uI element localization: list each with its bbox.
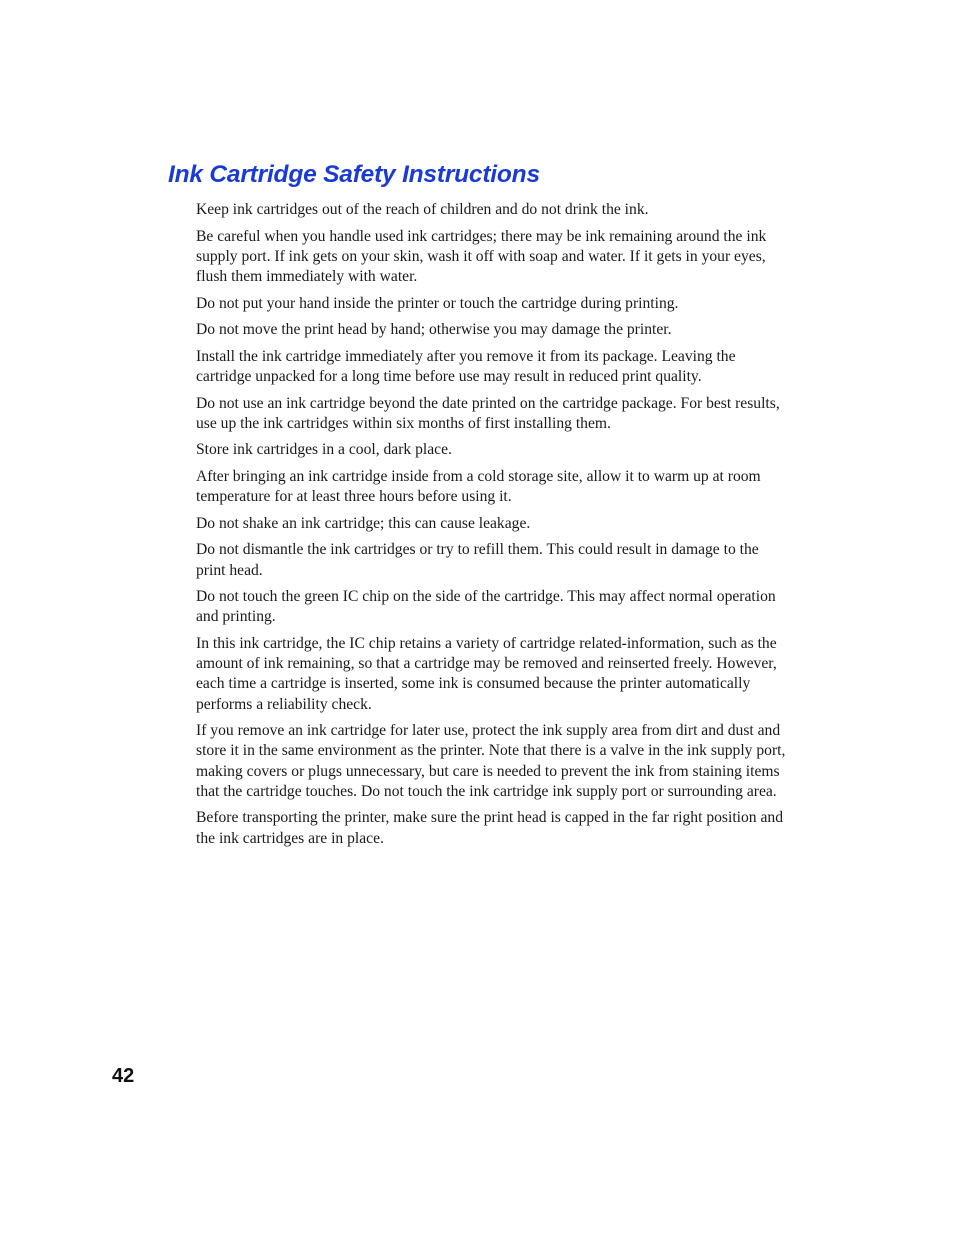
instruction-paragraph: Do not move the print head by hand; otherwise you may damage the printer. (196, 321, 672, 339)
safety-instructions-list (196, 200, 788, 855)
instruction-paragraph: Do not touch the green IC chip on the side of the cartridge. This may affect normal operation and printing. (196, 588, 776, 626)
instruction-paragraph: In this ink cartridge, the IC chip retains a variety of cartridge related-information, such as the amount of ink remaining, so that a cartridge may be removed and reinserted freely. However, each time a cartridge is inserted, some ink is consumed because the printer automatically performs a reliability check. (196, 634, 777, 713)
instruction-paragraph: Do not use an ink cartridge beyond the date printed on the cartridge package. For best results, use up the ink cartridges within six months of first installing them. (196, 394, 780, 432)
instruction-paragraph: Do not shake an ink cartridge; this can cause leakage. (196, 514, 531, 532)
instruction-paragraph: Be careful when you handle used ink cartridges; there may be ink remaining around the ink supply port. If ink gets on your skin, wash it off with soap and water. If it gets in your eyes, flush them immediately with water. (196, 227, 767, 285)
instruction-paragraph: Store ink cartridges in a cool, dark place. (196, 441, 452, 459)
instruction-paragraph: Do not dismantle the ink cartridges or try to refill them. This could result in damage to the print head. (196, 541, 759, 579)
instruction-paragraph: Install the ink cartridge immediately after you remove it from its package. Leaving the cartridge unpacked for a long time before use may result in reduced print quality. (196, 347, 736, 385)
instruction-paragraph: If you remove an ink cartridge for later use, protect the ink supply area from dirt and dust and store it in the same environment as the printer. Note that there is a valve in the ink supply port, making covers or plugs unnecessary, but care is needed to prevent the ink from staining items that the cartridge touches. Do not touch the ink cartridge ink supply port or surrounding area. (196, 722, 786, 800)
instruction-paragraph: After bringing an ink cartridge inside from a cold storage site, allow it to warm up at room temperature for at least three hours before using it. (196, 467, 761, 506)
instruction-paragraph: Keep ink cartridges out of the reach of children and do not drink the ink. (196, 201, 649, 218)
page-number: 42 (112, 1065, 135, 1087)
instruction-paragraph: Before transporting the printer, make sure the print head is capped in the far right position and the ink cartridges are in place. (196, 809, 783, 847)
instruction-paragraph: Do not put your hand inside the printer or touch the cartridge during printing. (196, 294, 679, 312)
page-title: Ink Cartridge Safety Instructions (168, 161, 540, 188)
